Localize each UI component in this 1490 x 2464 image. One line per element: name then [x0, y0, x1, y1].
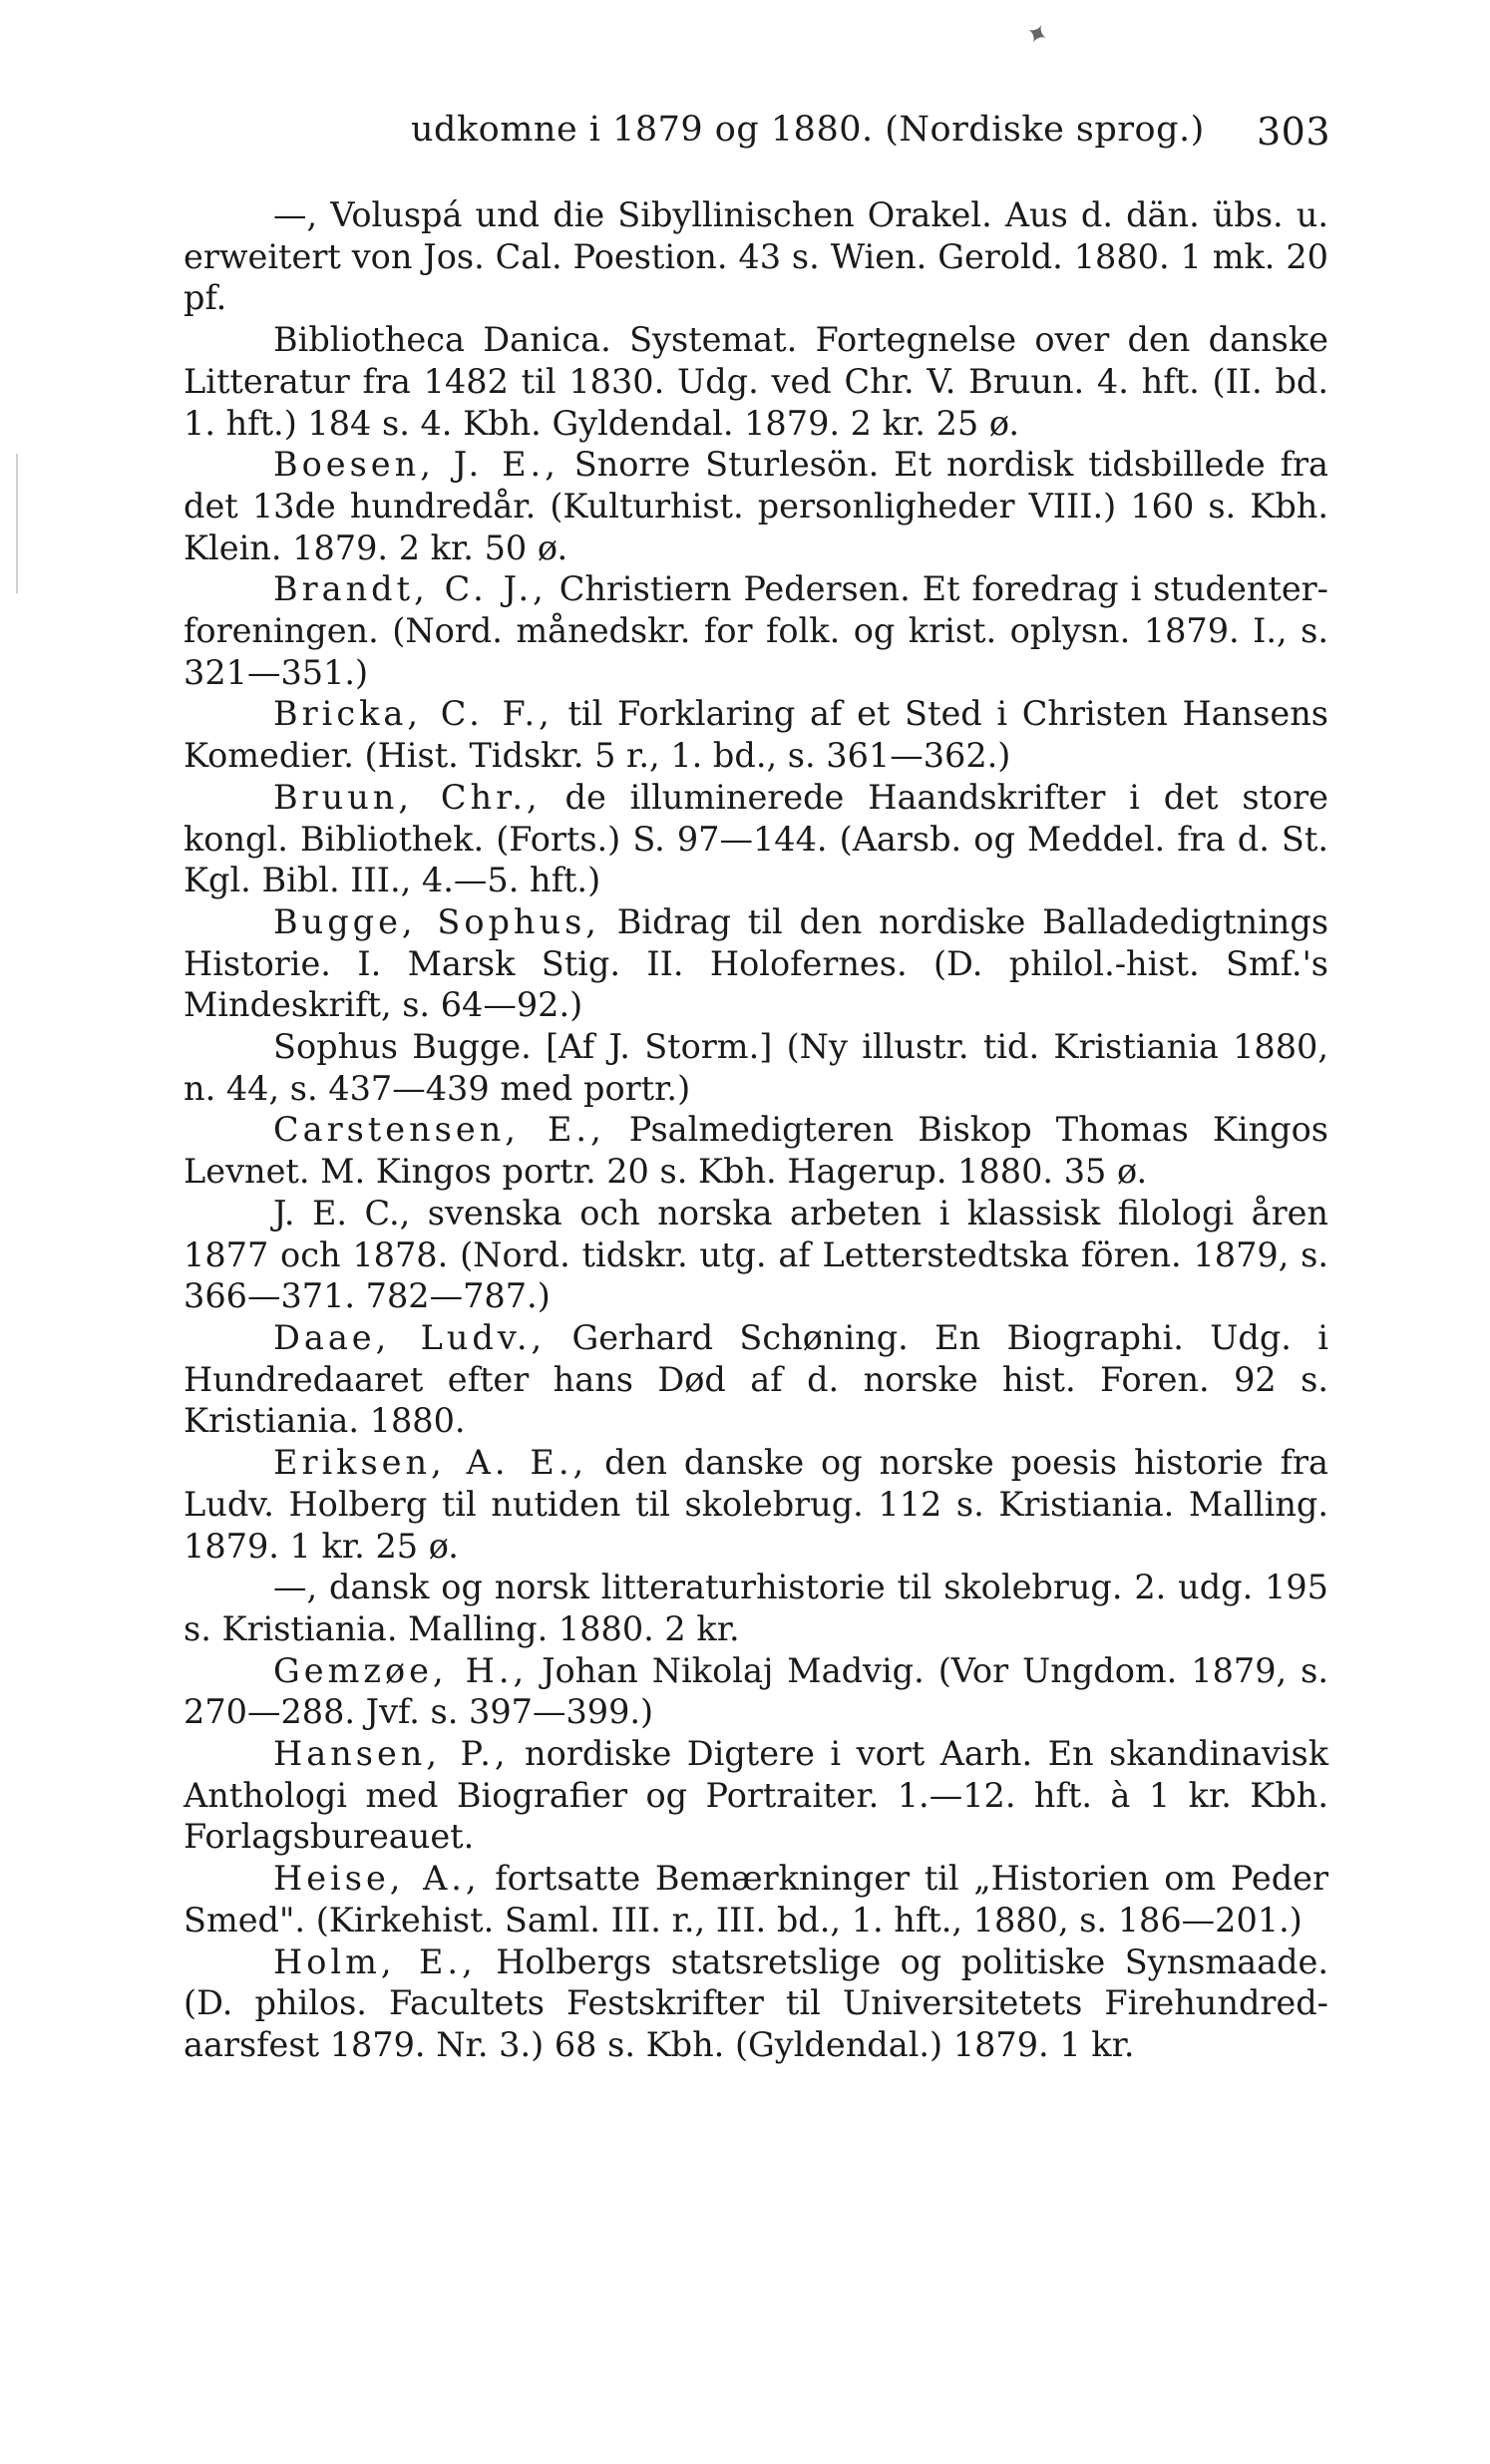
bibliography-entry: [184, 1650, 1328, 1733]
bibliography-list: [184, 194, 1328, 2066]
margin-mark: [16, 454, 18, 593]
entry-text: —, Voluspá und die Sibyllinischen Orakel. Aus d. dän. übs. u. erweitert von Jos. Cal. Poestion. 43 s. Wien. Gerold. 1880. 1 mk. 20 pf.: [184, 195, 1328, 318]
print-mark: ✦: [1019, 14, 1055, 55]
author-name: Brandt, C. J.,: [273, 569, 548, 609]
entry-text: —, dansk og norsk litteraturhistorie til skolebrug. 2. udg. 195 s. Kristiania. Malling. 1880. 2 kr.: [184, 1568, 1328, 1648]
bibliography-entry: [184, 194, 1328, 319]
author-name: Hansen, P.,: [273, 1734, 510, 1774]
bibliography-entry: [184, 777, 1328, 901]
bibliography-entry: [184, 1733, 1328, 1858]
entry-text: Snorre Sturlesön. Et nordisk tidsbillede fra det 13de hundredår. (Kulturhist. personligheder VIII.) 160 s. Kbh. Klein. 1879. 2 kr. 50 ø.: [184, 445, 1328, 567]
bibliography-entry: [184, 1193, 1328, 1317]
entry-text: de illuminerede Haandskrifter i det store kongl. Bibliothek. (Forts.) S. 97—144. (Aarsb. og Meddel. fra d. St. Kgl. Bibl. III., 4.—5. hft.): [184, 777, 1328, 900]
author-name: Eriksen, A. E.,: [273, 1443, 588, 1483]
entry-text: J. E. C., svenska och norska arbeten i klassisk filologi åren 1877 och 1878. (Nord. tidskr. utg. af Letterstedtska fören. 1879, s. 366—371. 782—787.): [184, 1193, 1328, 1316]
bibliography-entry: [184, 319, 1328, 444]
entry-text: Johan Nikolaj Madvig. (Vor Ungdom. 1879, s. 270—288. Jvf. s. 397—399.): [184, 1650, 1328, 1732]
entry-text: nordiske Digtere i vort Aarh. En skandinavisk Anthologi med Biografier og Portraiter. 1.—12. hft. à 1 kr. Kbh. Forlagsbureauet.: [184, 1734, 1329, 1857]
author-name: Holm, E.,: [273, 1941, 477, 1981]
entry-text: Psalmedigteren Biskop Thomas Kingos Levnet. M. Kingos portr. 20 s. Kbh. Hagerup. 1880. 35 ø.: [184, 1110, 1328, 1192]
author-name: Carstensen, E.,: [273, 1110, 605, 1150]
entry-text: Bidrag til den nordiske Balladedigtnings Historie. I. Marsk Stig. II. Holofernes. (D. philol.-hist. Smf.'s Mindeskrift, s. 64—92.): [184, 901, 1329, 1025]
page-header: [184, 100, 1330, 160]
entry-text: den danske og norske poesis historie fra Ludv. Holberg til nutiden til skolebrug. 112 s. Kristiania. Malling. 1879. 1 kr. 25 ø.: [184, 1443, 1328, 1566]
bibliography-entry: [184, 1317, 1328, 1442]
author-name: Bricka, C. F.,: [273, 694, 554, 734]
entry-text: fortsatte Bemærkninger til „Historien om Peder Smed". (Kirkehist. Saml. III. r., III. bd., 1. hft., 1880, s. 186—201.): [184, 1859, 1328, 1939]
author-name: Daae, Ludv.,: [273, 1317, 547, 1357]
bibliography-entry: [184, 568, 1328, 693]
entry-text: Bibliotheca Danica. Systemat. Fortegnelse over den danske Litteratur fra 1482 til 1830. Udg. ved Chr. V. Bruun. 4. hft. (II. bd. 1. hft.) 184 s. 4. Kbh. Gyldendal. 1879. 2 kr. 25 ø.: [184, 320, 1328, 443]
author-name: Bugge, Sophus,: [273, 901, 600, 941]
bibliography-entry: [184, 1858, 1328, 1940]
author-name: Heise, A.,: [273, 1859, 481, 1899]
bibliography-entry: [184, 1109, 1328, 1192]
author-name: Boesen, J. E.,: [273, 445, 559, 485]
bibliography-entry: [184, 1026, 1328, 1109]
bibliography-entry: [184, 693, 1328, 776]
entry-text: Christiern Pedersen. Et foredrag i studenter-foreningen. (Nord. månedskr. for folk. og krist. oplysn. 1879. I., s. 321—351.): [184, 569, 1328, 692]
entry-text: Gerhard Schøning. En Biographi. Udg. i Hundredaaret efter hans Død af d. norske hist. Foren. 92 s. Kristiania. 1880.: [184, 1317, 1328, 1441]
bibliography-entry: [184, 901, 1328, 1026]
entry-text: Sophus Bugge. [Af J. Storm.] (Ny illustr. tid. Kristiania 1880, n. 44, s. 437—439 med portr.): [184, 1027, 1328, 1108]
page-number: 303: [1256, 110, 1330, 154]
bibliography-entry: [184, 444, 1328, 568]
bibliography-entry: [184, 1941, 1328, 2066]
author-name: Gemzøe, H.,: [273, 1650, 529, 1690]
entry-text: Holbergs statsretslige og politiske Synsmaade. (D. philos. Facultets Festskrifter til Universitetets Firehundred-aarsfest 1879. Nr. 3.) 68 s. Kbh. (Gyldendal.) 1879. 1 kr.: [184, 1941, 1328, 2064]
running-head: udkomne i 1879 og 1880. (Nordiske sprog.): [411, 110, 1205, 150]
bibliography-entry: [184, 1442, 1328, 1567]
bibliography-entry: [184, 1567, 1328, 1649]
entry-text: til Forklaring af et Sted i Christen Hansens Komedier. (Hist. Tidskr. 5 r., 1. bd., s. 361—362.): [184, 694, 1328, 776]
author-name: Bruun, Chr.,: [273, 777, 542, 817]
